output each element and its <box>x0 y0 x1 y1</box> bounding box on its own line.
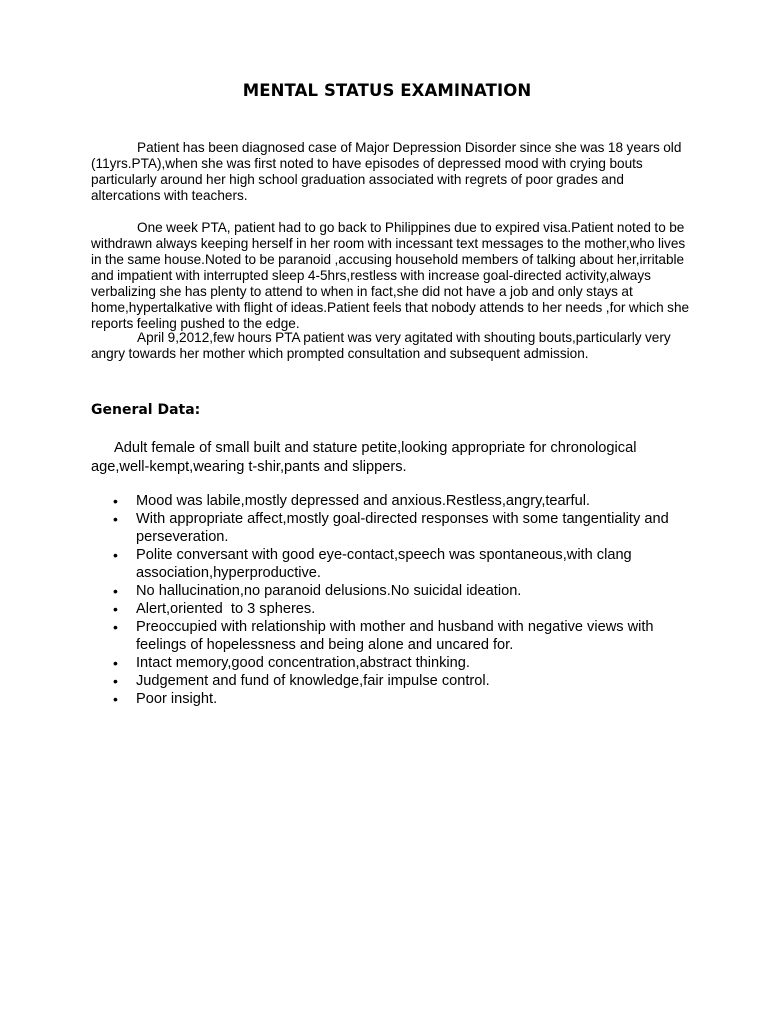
bullet-icon: • <box>113 673 118 689</box>
bullet-icon: • <box>113 619 118 635</box>
bullet-icon: • <box>113 511 118 527</box>
list-item-text: Judgement and fund of knowledge,fair impulse control. <box>136 673 490 689</box>
list-item-text: With appropriate affect,mostly goal-directed responses with some tangentiality and perseveration. <box>136 511 669 545</box>
general-data-heading: General Data: <box>91 402 201 418</box>
general-data-intro: Adult female of small built and stature petite,looking appropriate for chronological age,well-kempt,wearing t-shir,pants and slippers. <box>91 440 637 475</box>
bullet-icon: • <box>113 691 118 707</box>
document-title: MENTAL STATUS EXAMINATION <box>242 81 532 100</box>
list-item <box>113 546 693 582</box>
list-item <box>113 672 693 690</box>
bullet-icon: • <box>113 655 118 671</box>
list-item <box>113 510 693 546</box>
list-item <box>113 582 693 600</box>
list-item-text: Mood was labile,mostly depressed and anxious.Restless,angry,tearful. <box>136 493 590 509</box>
history-paragraph-2: One week PTA, patient had to go back to Philippines due to expired visa.Patient noted to be withdrawn always keeping herself in her room with incessant text messages to the mother,who lives in the same house.Noted to be paranoid ,accusing household members of talking about her,irritable and impatient with interrupted sleep 4-5hrs,restless with increase goal-directed activity,always verbalizing she has plenty to attend to when in fact,she did not have a job and only stays at home,hypertalkative with flight of ideas.Patient feels that nobody attends to her needs ,for which she reports feeling pushed to the edge. <box>91 220 690 331</box>
list-item-text: Preoccupied with relationship with mother and husband with negative views with feelings of hopelessness and being alone and uncared for. <box>136 619 654 653</box>
bullet-icon: • <box>113 601 118 617</box>
list-item-text: Intact memory,good concentration,abstract thinking. <box>136 655 470 671</box>
history-paragraph-3: April 9,2012,few hours PTA patient was very agitated with shouting bouts,particularly very angry towards her mother which prompted consultation and subsequent admission. <box>91 330 671 361</box>
history-paragraph-1: Patient has been diagnosed case of Major Depression Disorder since she was 18 years old (11yrs.PTA),when she was first noted to have episodes of depressed mood with crying bouts particularly around her high school graduation associated with regrets of poor grades and altercations with teachers. <box>91 140 682 203</box>
bullet-icon: • <box>113 547 118 563</box>
list-item <box>113 600 693 618</box>
list-item <box>113 690 693 708</box>
list-item-text: No hallucination,no paranoid delusions.No suicidal ideation. <box>136 583 522 599</box>
list-item <box>113 654 693 672</box>
list-item <box>113 618 693 654</box>
list-item-text: Alert,oriented to 3 spheres. <box>136 601 316 617</box>
list-item <box>113 492 693 510</box>
bullet-icon: • <box>113 493 118 509</box>
bullet-icon: • <box>113 583 118 599</box>
list-item-text: Poor insight. <box>136 691 218 707</box>
general-data-list <box>113 492 693 708</box>
list-item-text: Polite conversant with good eye-contact,speech was spontaneous,with clang association,hyperproductive. <box>136 547 632 581</box>
